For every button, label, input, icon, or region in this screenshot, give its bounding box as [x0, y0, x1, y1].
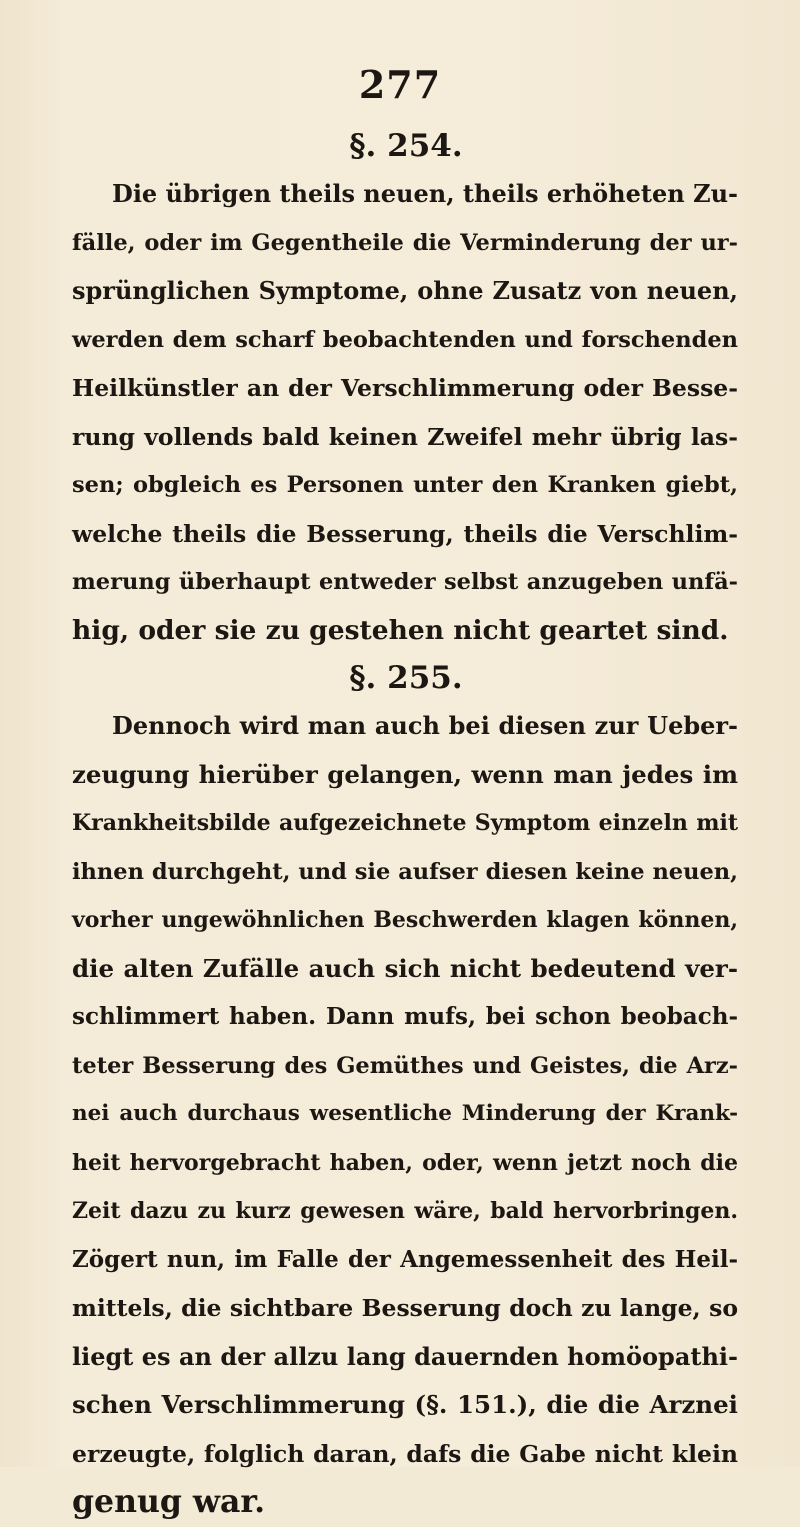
text-line: sen; obgleich es Personen unter den Kranken giebt, — [72, 472, 738, 498]
paragraph — [72, 702, 738, 1527]
text-line: heit hervorgebracht haben, oder, wenn jetzt noch die — [72, 1149, 738, 1176]
text-line: Heilkünstler an der Verschlimmerung oder Besse- — [72, 374, 738, 402]
text-line: hig, oder sie zu gestehen nicht geartet sind. — [72, 614, 729, 646]
text-line: vorher ungewöhnlichen Beschwerden klagen können, — [72, 907, 738, 933]
text-line: teter Besserung des Gemüthes und Geistes, die Arz- — [72, 1052, 738, 1079]
text-line: schen Verschlimmerung (§. 151.), die die Arznei — [72, 1390, 738, 1419]
text-line: ihnen durchgeht, und sie aufser diesen keine neuen, — [72, 858, 738, 885]
page-number: 277 — [358, 62, 442, 107]
text-line: die alten Zufälle auch sich nicht bedeutend ver- — [72, 953, 738, 983]
text-line: merung überhaupt entweder selbst anzugeben unfä- — [72, 569, 738, 595]
text-line: zeugung hierüber gelangen, wenn man jedes im — [72, 759, 738, 789]
text-line: rung vollends bald keinen Zweifel mehr übrig las- — [72, 422, 738, 451]
text-line: werden dem scharf beobachtenden und forschenden — [72, 326, 738, 353]
text-line: liegt es an der allzu lang dauernden homöopathi- — [72, 1341, 738, 1371]
text-line: Zögert nun, im Falle der Angemessenheit des Heil- — [72, 1245, 738, 1273]
text-line: erzeugte, folglich daran, dafs die Gabe nicht klein — [72, 1439, 738, 1468]
text-line: Dennoch wird man auch bei diesen zur Ueber- — [112, 711, 738, 740]
text-line: nei auch durchaus wesentliche Minderung der Krank- — [72, 1101, 738, 1126]
text-line: Die übrigen theils neuen, theils erhöheten Zu- — [112, 179, 738, 208]
section-heading: §. 255. — [349, 660, 463, 696]
text-line: welche theils die Besserung, theils die Verschlim- — [72, 519, 738, 548]
text-line: Krankheitsbilde aufgezeichnete Symptom einzeln mit — [72, 810, 738, 836]
text-line: schlimmert haben. Dann mufs, bei schon beobach- — [72, 1003, 738, 1030]
text-line: mittels, die sichtbare Besserung doch zu lange, so — [72, 1294, 738, 1322]
text-line: sprünglichen Symptome, ohne Zusatz von neuen, — [72, 276, 738, 305]
text-line: Zeit dazu zu kurz gewesen wäre, bald hervorbringen. — [72, 1198, 738, 1224]
text-line: fälle, oder im Gegentheile die Verminderung der ur- — [72, 229, 738, 256]
text-line: genug war. — [72, 1483, 266, 1520]
section-heading: §. 254. — [349, 128, 463, 164]
paragraph — [72, 170, 738, 655]
